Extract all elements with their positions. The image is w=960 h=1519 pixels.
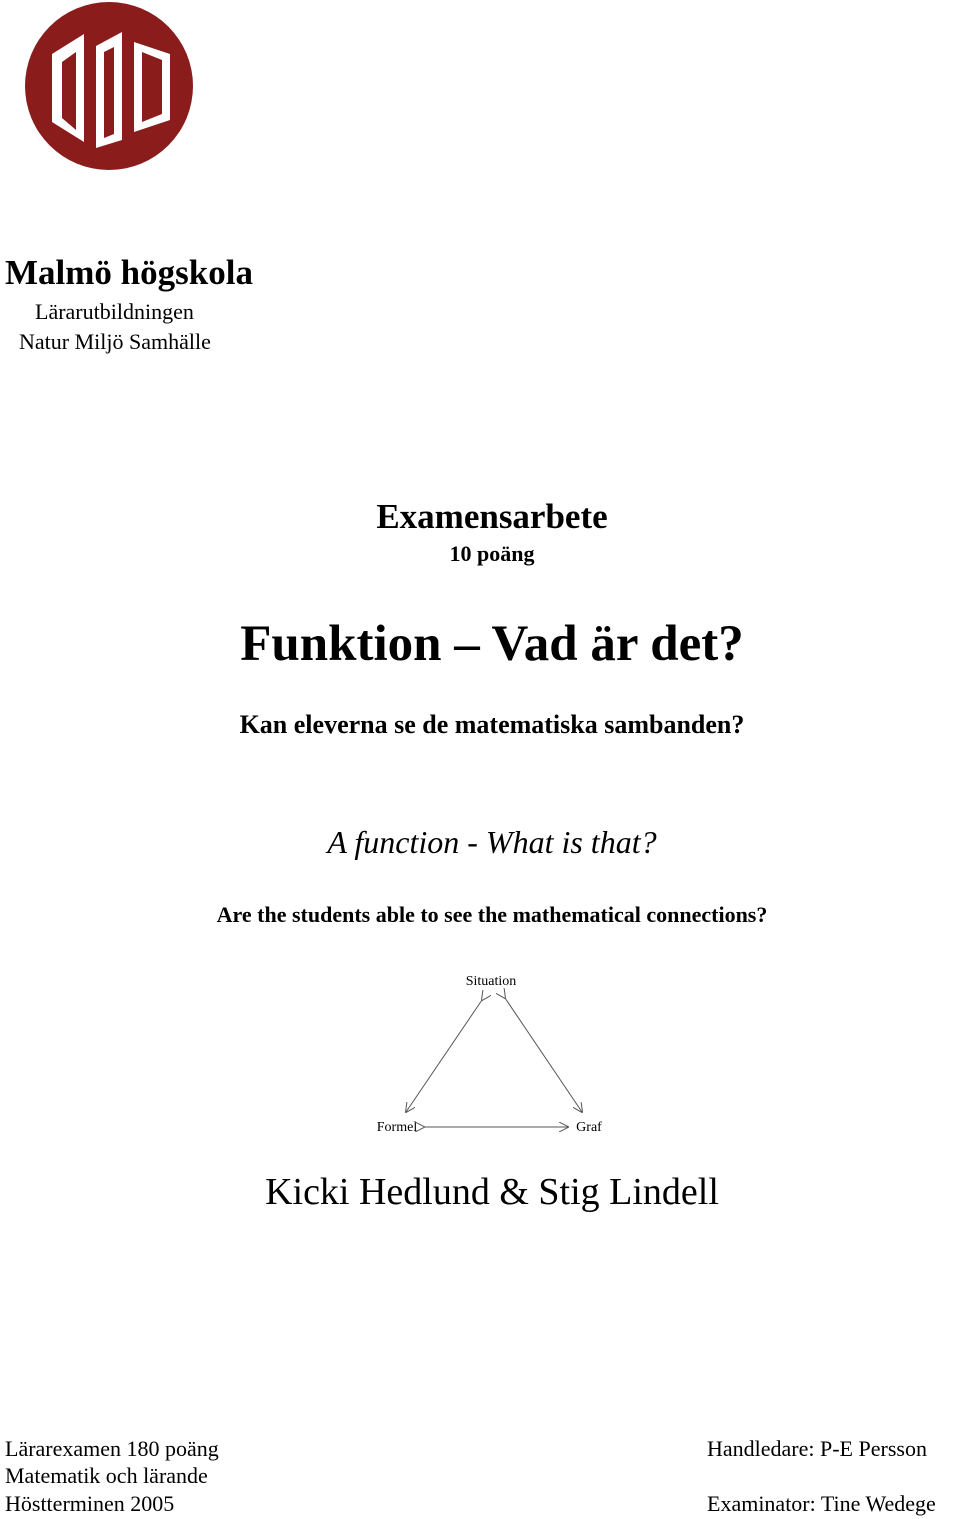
institution-name: Malmö högskola xyxy=(5,253,253,292)
footer-examiner: Examinator: Tine Wedege xyxy=(707,1491,936,1516)
diagram-label-situation: Situation xyxy=(465,974,517,989)
subtitle-english: Are the students able to see the mathematical connections? xyxy=(216,902,768,927)
footer-term: Höstterminen 2005 xyxy=(5,1491,175,1516)
institution-unit: Natur Miljö Samhälle xyxy=(19,329,211,354)
university-logo xyxy=(22,2,196,170)
diagram-label-formel: Formel xyxy=(376,1120,418,1135)
thesis-type: Examensarbete xyxy=(376,497,608,536)
diagram-arrow-situation-graf xyxy=(505,998,582,1112)
footer-supervisor: Handledare: P-E Persson xyxy=(707,1436,927,1461)
thesis-credits: 10 poäng xyxy=(449,541,535,566)
diagram-label-graf: Graf xyxy=(576,1120,602,1135)
footer-degree: Lärarexamen 180 poäng xyxy=(5,1436,219,1461)
diagram-arrow-situation-formel xyxy=(406,1000,482,1112)
function-triangle-diagram xyxy=(360,962,630,1142)
logo-pillar-middle-inner xyxy=(104,47,114,138)
title-english: A function - What is that? xyxy=(327,824,657,860)
logo-pillar-left-inner xyxy=(62,52,76,130)
logo-pillar-right-inner xyxy=(142,52,162,122)
subtitle-swedish: Kan eleverna se de matematiska sambanden? xyxy=(239,710,745,739)
institution-department: Lärarutbildningen xyxy=(35,299,194,324)
authors: Kicki Hedlund & Stig Lindell xyxy=(265,1171,719,1213)
title-swedish: Funktion – Vad är det? xyxy=(240,616,744,672)
footer-subject: Matematik och lärande xyxy=(5,1463,208,1488)
